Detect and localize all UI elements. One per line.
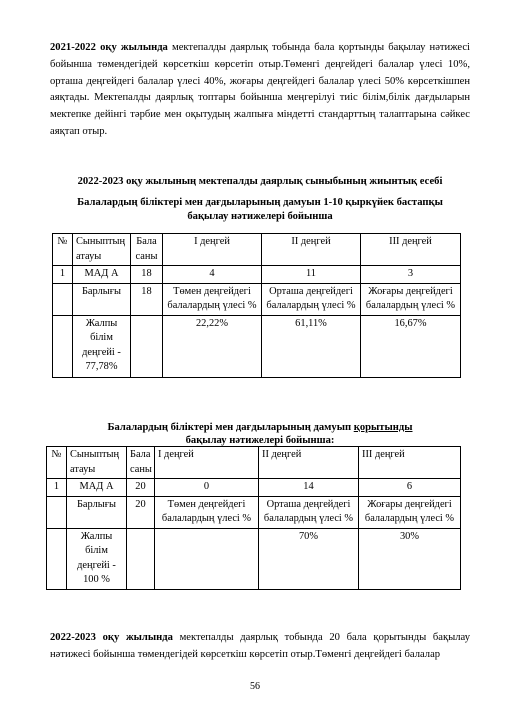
outro-bold-lead: 2022-2023 оқу жылында — [50, 632, 173, 643]
table-cell: МАД А — [67, 479, 127, 497]
intro-paragraph — [50, 40, 470, 141]
table-cell: МАД А — [73, 266, 131, 284]
table-cell: 14 — [259, 479, 359, 497]
table-cell: Барлығы — [73, 283, 131, 315]
table-cell: 11 — [262, 266, 361, 284]
table-cell — [53, 283, 73, 315]
page-number: 56 — [250, 681, 260, 692]
table-cell: 20 — [127, 479, 155, 497]
table-row — [53, 283, 461, 315]
table-cell — [53, 315, 73, 377]
summary-title: 2022-2023 оқу жылының мектепалды даярлық сыныбының жиынтық есебі — [77, 176, 443, 187]
table-cell: 18 — [131, 266, 163, 284]
table-cell: 61,11% — [262, 315, 361, 377]
table-row — [47, 479, 461, 497]
table2-title-line1 — [40, 421, 480, 435]
table1-header-cell: ІІ деңгей — [262, 234, 361, 266]
table-cell: Жоғары деңгейдегі балалардың үлесі % — [359, 496, 461, 528]
table2-title-pre: Балалардың біліктері мен дағдыларының дамуып — [107, 422, 354, 433]
table2-header-cell: Сыныптың атауы — [67, 447, 127, 479]
table-row — [53, 266, 461, 284]
table-cell — [155, 528, 259, 589]
table2-header-cell: Бала саны — [127, 447, 155, 479]
table-row — [53, 315, 461, 377]
table1-title-line1: Балалардың біліктері мен дағдыларының дамуын 1-10 қыркүйек бастапқы — [77, 197, 443, 208]
table-cell — [47, 496, 67, 528]
outro-text: мектепалды даярлық тобында 20 бала қорытынды бақылау нәтижесі бойынша төмендегідей көрсеткіш көрсетіп отыр.Төменгі деңгейдегі балалар — [50, 632, 470, 660]
table1 — [52, 233, 461, 378]
table2-header-row — [47, 447, 461, 479]
table-cell: 16,67% — [361, 315, 461, 377]
table-cell — [127, 528, 155, 589]
table1-header-cell: Бала саны — [131, 234, 163, 266]
table2 — [46, 446, 461, 590]
table2-title-underlined: қорытынды — [353, 422, 413, 433]
table2-header-cell: ІІ деңгей — [259, 447, 359, 479]
table-cell: 30% — [359, 528, 461, 589]
table-cell: 20 — [127, 496, 155, 528]
table-cell: Жалпы білім деңгейі - 77,78% — [73, 315, 131, 377]
intro-text: мектепалды даярлық тобында бала қортынды бақылау нәтижесі бойынша төмендегідей көрсеткіш көрсетіп отыр.Төменгі деңгейдегі балалар үлесі 10%, орташа деңгейдегі балалар үлесі 40%, жоғары деңгейдегі балалар үлесі 50% көрсеткішпен аяқтады. Мектепалды даярлық топтары бойынша меңгерілуі тиіс білім,білік дағдыларын мектепке дейінгі тәрбие мен оқытудың жалпыға міндетті стандарттың талаптарына сәйкес аяқтап отыр. — [50, 42, 470, 137]
table2-title-line2: бақылау нәтижелері бойынша: — [185, 435, 335, 446]
table2-header-cell: І деңгей — [155, 447, 259, 479]
table-cell: 6 — [359, 479, 461, 497]
table-cell: Жоғары деңгейдегі балалардың үлесі % — [361, 283, 461, 315]
table-cell — [131, 315, 163, 377]
table-cell: 4 — [163, 266, 262, 284]
table1-header-cell: ІІІ деңгей — [361, 234, 461, 266]
table-row — [47, 528, 461, 589]
table-cell: Төмен деңгейдегі балалардың үлесі % — [163, 283, 262, 315]
table-cell: 1 — [53, 266, 73, 284]
outro-paragraph — [50, 630, 470, 664]
table-cell: 0 — [155, 479, 259, 497]
table-cell: 18 — [131, 283, 163, 315]
table-cell — [47, 528, 67, 589]
intro-bold-lead: 2021-2022 оқу жылында — [50, 42, 168, 53]
table2-header-cell: № — [47, 447, 67, 479]
table-cell: Төмен деңгейдегі балалардың үлесі % — [155, 496, 259, 528]
table-cell: 22,22% — [163, 315, 262, 377]
table-cell: 3 — [361, 266, 461, 284]
table1-title-line2: бақылау нәтижелері бойынша — [187, 211, 333, 222]
table2-header-cell: ІІІ деңгей — [359, 447, 461, 479]
table1-header-row — [53, 234, 461, 266]
table1-header-cell: І деңгей — [163, 234, 262, 266]
table1-header-cell: Сыныптың атауы — [73, 234, 131, 266]
table-cell: 70% — [259, 528, 359, 589]
table-row — [47, 496, 461, 528]
table-cell: Орташа деңгейдегі балалардың үлесі % — [262, 283, 361, 315]
table-cell: Жалпы білім деңгейі - 100 % — [67, 528, 127, 589]
table1-header-cell: № — [53, 234, 73, 266]
table-cell: Барлығы — [67, 496, 127, 528]
table-cell: Орташа деңгейдегі балалардың үлесі % — [259, 496, 359, 528]
table-cell: 1 — [47, 479, 67, 497]
